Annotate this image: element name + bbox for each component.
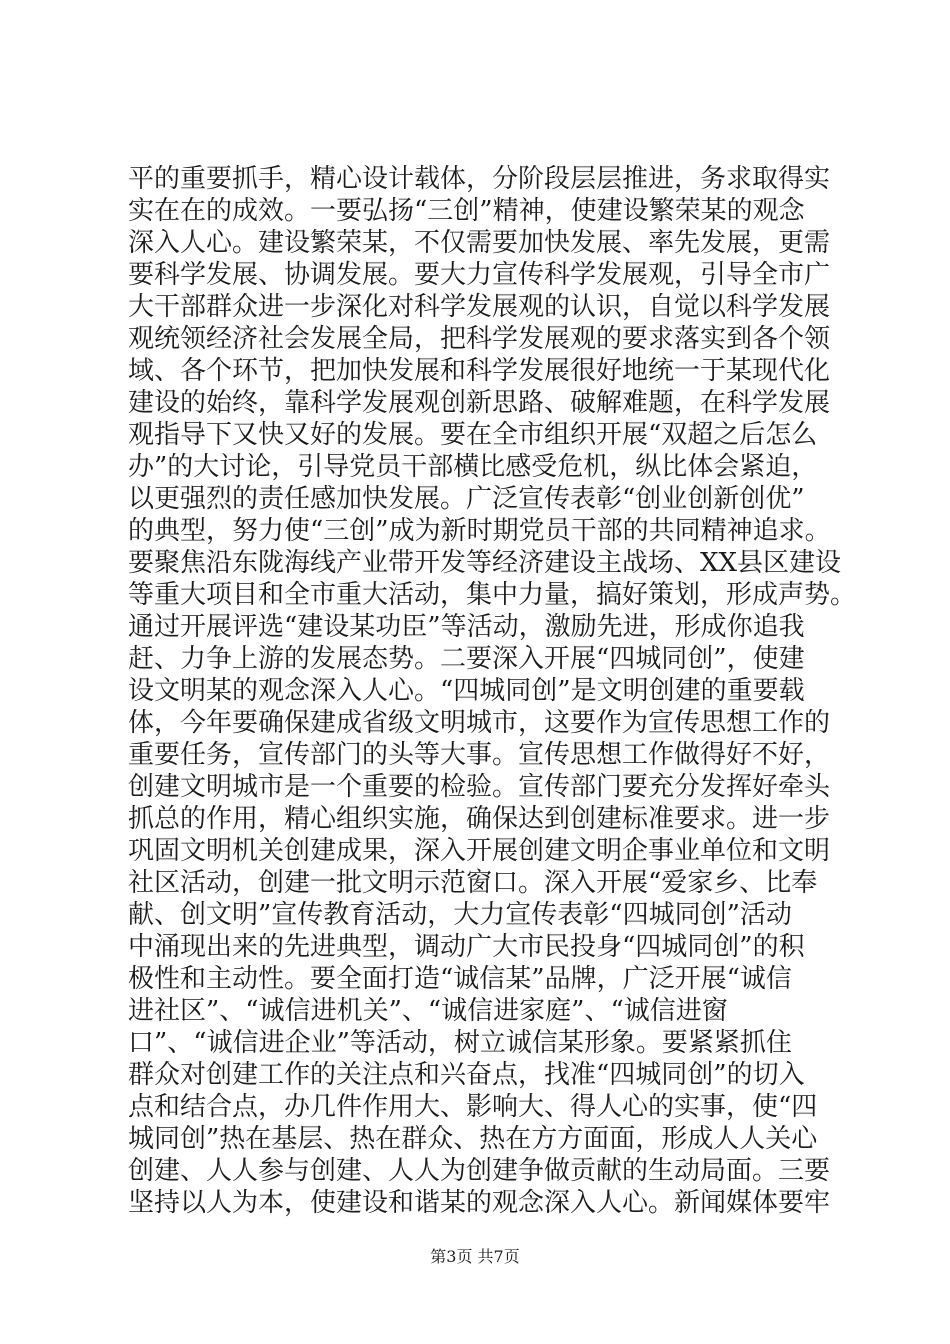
text-line: 点和结合点，办几件作用大、影响大、得人心的实事，使“四 <box>128 1092 818 1122</box>
text-line: 重要任务，宣传部门的头等大事。宣传思想工作做得好不好， <box>128 740 831 770</box>
text-line: 坚持以人为本，使建设和谐某的观念深入人心。新闻媒体要牢 <box>128 1188 831 1218</box>
text-line: 域、各个环节，把加快发展和科学发展很好地统一于某现代化 <box>128 356 831 386</box>
text-line: 中涌现出来的先进典型，调动广大市民投身“四城同创”的积 <box>128 932 805 962</box>
text-line: 极性和主动性。要全面打造“诚信某”品牌，广泛开展“诚信 <box>128 964 792 994</box>
text-line: 观统领经济社会发展全局，把科学发展观的要求落实到各个领 <box>128 324 831 354</box>
text-line: 社区活动，创建一批文明示范窗口。深入开展“爱家乡、比奉 <box>128 868 818 898</box>
page-footer: 第3页 共7页 <box>430 1247 520 1266</box>
text-line: 设文明某的观念深入人心。“四城同创”是文明创建的重要载 <box>128 676 805 706</box>
text-line: 建设的始终，靠科学发展观创新思路、破解难题，在科学发展 <box>128 388 831 418</box>
text-line: 通过开展评选“建设某功臣”等活动，激励先进，形成你追我 <box>128 612 805 642</box>
text-line: 实在在的成效。一要弘扬“三创”精神，使建设繁荣某的观念 <box>128 196 805 226</box>
text-line: 群众对创建工作的关注点和兴奋点，找准“四城同创”的切入 <box>128 1060 805 1090</box>
text-line: 体，今年要确保建成省级文明城市，这要作为宣传思想工作的 <box>128 708 831 738</box>
text-line: 等重大项目和全市重大活动，集中力量，搞好策划，形成声势。 <box>128 580 857 610</box>
text-line: 要聚焦沿东陇海线产业带开发等经济建设主战场、XX县区建设 <box>128 548 842 578</box>
text-line: 大干部群众进一步深化对科学发展观的认识，自觉以科学发展 <box>128 292 831 322</box>
text-line: 以更强烈的责任感加快发展。广泛宣传表彰“创业创新创优” <box>128 484 805 514</box>
text-line: 进社区”、“诚信进机关”、“诚信进家庭”、“诚信进窗 <box>128 996 728 1026</box>
text-line: 观指导下又快又好的发展。要在全市组织开展“双超之后怎么 <box>128 420 818 450</box>
text-line: 的典型，努力使“三创”成为新时期党员干部的共同精神追求。 <box>128 516 831 546</box>
text-line: 赶、力争上游的发展态势。二要深入开展“四城同创”，使建 <box>128 644 805 674</box>
text-line: 办”的大讨论，引导党员干部横比感受危机，纵比体会紧迫， <box>128 452 818 482</box>
text-line: 城同创”热在基层、热在群众、热在方方面面，形成人人关心 <box>128 1124 818 1154</box>
text-line: 要科学发展、协调发展。要大力宣传科学发展观，引导全市广 <box>128 260 831 290</box>
text-line: 创建文明城市是一个重要的检验。宣传部门要充分发挥好牵头 <box>128 772 831 802</box>
text-line: 抓总的作用，精心组织实施，确保达到创建标准要求。进一步 <box>128 804 831 834</box>
text-line: 创建、人人参与创建、人人为创建争做贡献的生动局面。三要 <box>128 1156 831 1186</box>
text-line: 平的重要抓手，精心设计载体，分阶段层层推进，务求取得实 <box>128 164 831 194</box>
text-line: 献、创文明”宣传教育活动，大力宣传表彰“四城同创”活动 <box>128 900 792 930</box>
text-line: 口”、“诚信进企业”等活动，树立诚信某形象。要紧紧抓住 <box>128 1028 792 1058</box>
body-text <box>128 163 857 1219</box>
text-line: 巩固文明机关创建成果，深入开展创建文明企事业单位和文明 <box>128 836 831 866</box>
text-line: 深入人心。建设繁荣某，不仅需要加快发展、率先发展，更需 <box>128 228 831 258</box>
